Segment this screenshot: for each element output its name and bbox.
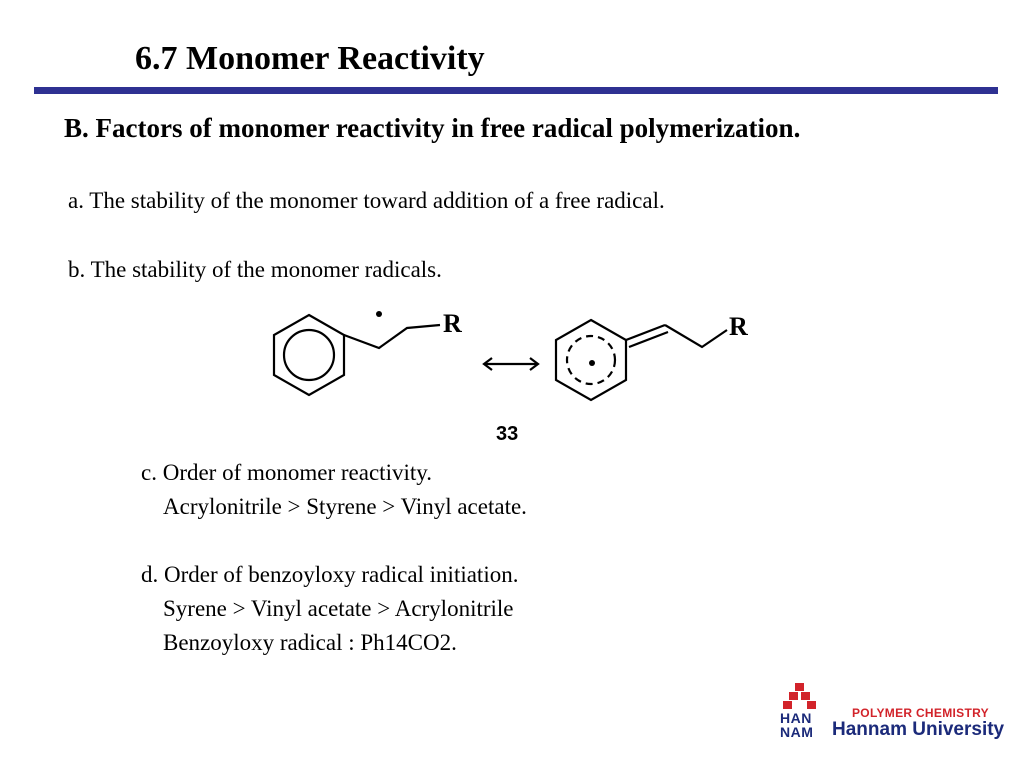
item-c <box>141 456 527 524</box>
item-d-detail-2: Benzoyloxy radical : Ph14CO2. <box>163 630 457 655</box>
left-substituent-label: R <box>443 309 462 338</box>
logo-mark-line-1: HAN <box>780 710 812 726</box>
title-rule <box>34 87 998 94</box>
university-logo <box>778 682 1010 746</box>
exocyclic-double-bond-2 <box>629 332 668 347</box>
section-heading: B. Factors of monomer reactivity in free radical polymerization. <box>64 113 801 143</box>
logo-department: POLYMER CHEMISTRY <box>852 706 989 720</box>
left-radical-dot <box>376 311 382 317</box>
slide-title: 6.7 Monomer Reactivity <box>135 40 485 77</box>
item-b: b. The stability of the monomer radicals. <box>68 257 442 282</box>
item-c-label: c. Order of monomer reactivity. <box>141 460 433 485</box>
item-a: a. The stability of the monomer toward addition of a free radical. <box>68 188 665 213</box>
item-c-detail: Acrylonitrile > Styrene > Vinyl acetate. <box>163 494 527 519</box>
right-chain <box>665 325 727 347</box>
right-substituent-label: R <box>729 312 748 341</box>
resonance-structures <box>255 292 775 457</box>
exocyclic-double-bond-1 <box>626 325 665 340</box>
item-d <box>141 558 518 660</box>
right-radical-dot <box>589 360 595 366</box>
logo-mark-text <box>780 711 813 739</box>
left-chain <box>344 325 440 348</box>
resonance-diagram <box>255 292 775 457</box>
left-aromatic-circle <box>284 330 334 380</box>
logo-mark-line-2: NAM <box>780 724 814 740</box>
logo-university-name: Hannam University <box>832 719 1005 740</box>
compound-number: 33 <box>496 423 519 445</box>
right-delocalized-circle <box>567 336 615 384</box>
item-d-label: d. Order of benzoyloxy radical initiation. <box>141 562 519 587</box>
item-d-detail-1: Syrene > Vinyl acetate > Acrylonitrile <box>163 596 514 621</box>
